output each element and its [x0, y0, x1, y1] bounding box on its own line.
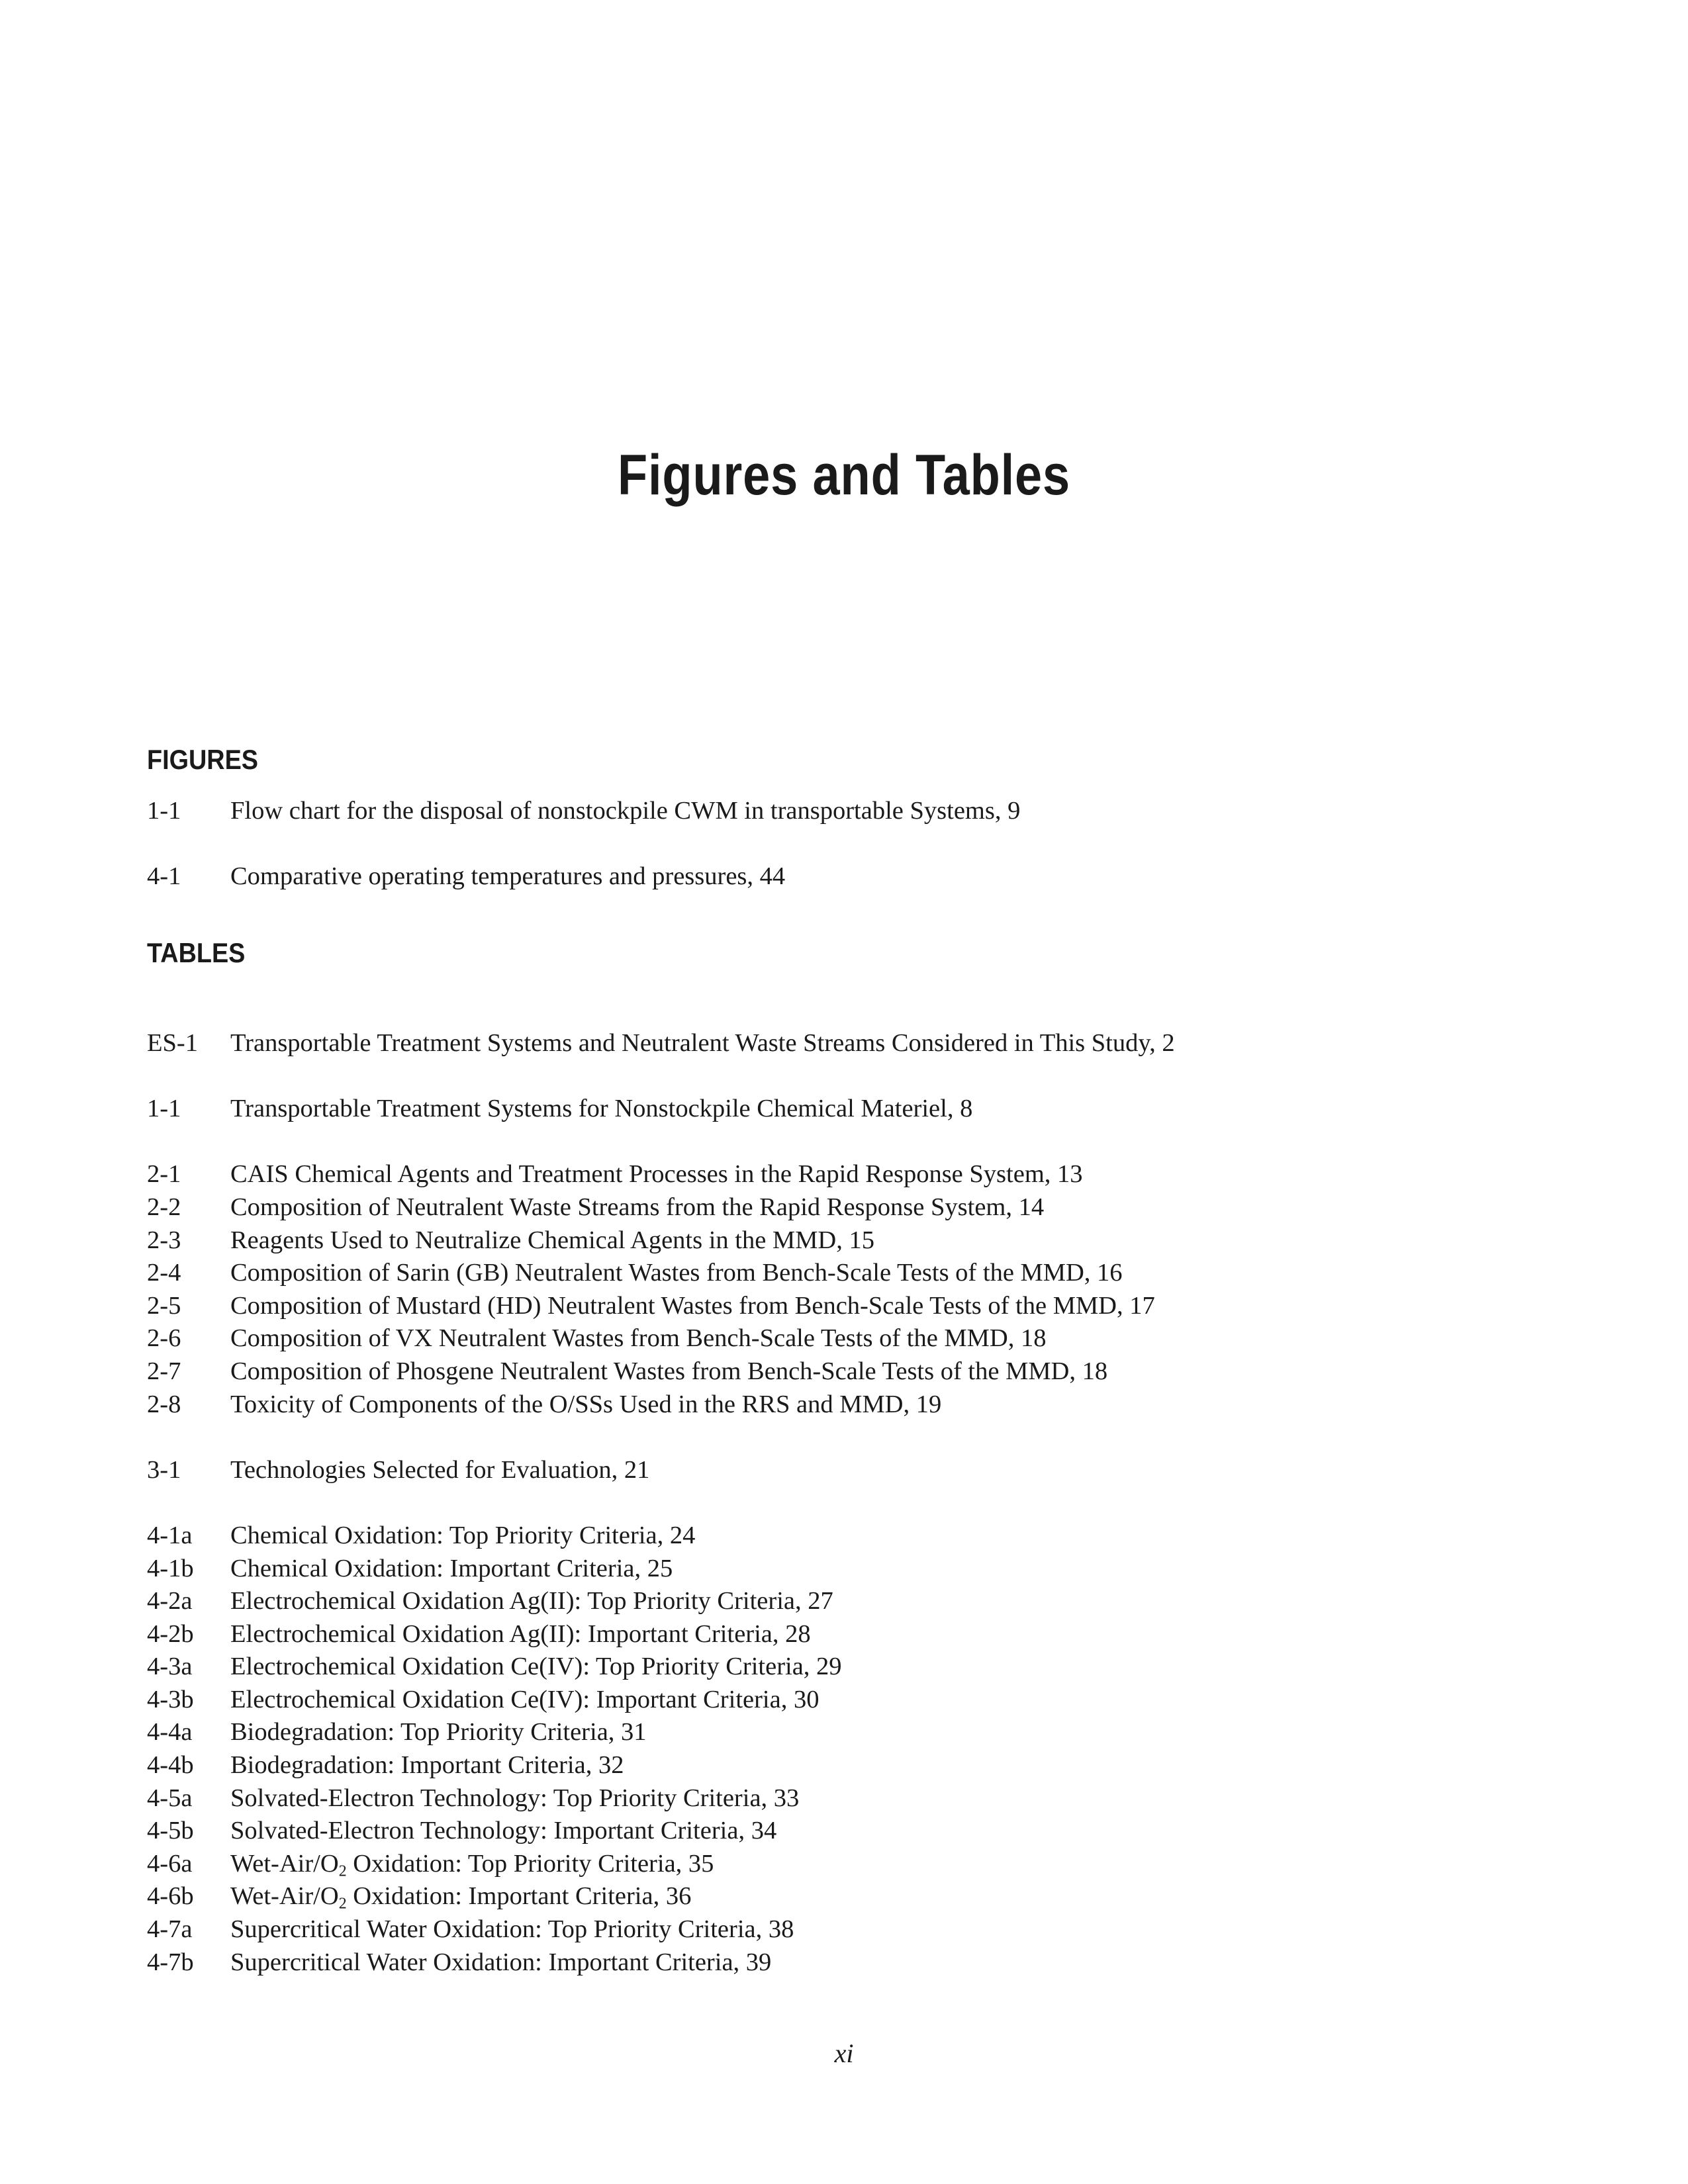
entry-number: 2-1 [147, 1160, 181, 1189]
entry-number: 4-5a [147, 1784, 193, 1812]
tables-heading: TABLES [147, 937, 246, 968]
entry-text: Biodegradation: Important Criteria, 32 [230, 1751, 624, 1780]
entry-number: 4-1 [147, 862, 181, 891]
entry-text: Composition of Mustard (HD) Neutralent Wastes from Bench-Scale Tests of the MMD, 17 [230, 1291, 1155, 1320]
entry-text: Supercritical Water Oxidation: Top Priority Criteria, 38 [230, 1915, 794, 1944]
entry-text [230, 1848, 714, 1881]
entry-number: 4-3b [147, 1685, 194, 1713]
subscript: 2 [338, 1895, 347, 1913]
entry-text: Technologies Selected for Evaluation, 21 [230, 1455, 650, 1484]
page-number: xi [834, 2038, 854, 2068]
entry-text [230, 1880, 691, 1913]
list-item [147, 1880, 1537, 1913]
entry-number: 2-8 [147, 1390, 181, 1418]
entry-text-suffix: Oxidation: Important Criteria, 36 [346, 1882, 692, 1911]
entry-text: Composition of Phosgene Neutralent Wastes from Bench-Scale Tests of the MMD, 18 [230, 1357, 1108, 1385]
list-item [147, 1257, 1537, 1290]
entry-number: 4-4a [147, 1718, 193, 1747]
entry-text: Biodegradation: Top Priority Criteria, 31 [230, 1718, 647, 1747]
entry-text: Electrochemical Oxidation Ag(II): Top Priority Criteria, 27 [230, 1587, 833, 1615]
entry-text-prefix: Wet-Air/O [230, 1849, 339, 1878]
entry-text: Electrochemical Oxidation Ag(II): Important Criteria, 28 [230, 1619, 811, 1648]
list-item [147, 1946, 1537, 1979]
tables-heading-block [147, 936, 1537, 970]
page-title: Figures and Tables [617, 443, 1070, 507]
entry-text: Transportable Treatment Systems and Neutralent Waste Streams Considered in This Study, 2 [230, 1029, 1175, 1057]
list-item [147, 1027, 1537, 1060]
entry-text: Comparative operating temperatures and pressures, 44 [230, 862, 786, 891]
entry-number: 4-6a [147, 1849, 193, 1878]
list-item [147, 1388, 1537, 1422]
list-item [147, 1913, 1537, 1946]
list-item [147, 1553, 1537, 1586]
list-item [147, 1520, 1537, 1553]
entry-text: Transportable Treatment Systems for Nonstockpile Chemical Materiel, 8 [230, 1095, 973, 1123]
entry-number: 2-2 [147, 1193, 181, 1221]
entry-number: 4-1a [147, 1521, 193, 1549]
entry-text: Solvated-Electron Technology: Top Priority Criteria, 33 [230, 1784, 800, 1812]
list-item [147, 1093, 1537, 1126]
entry-number: 1-1 [147, 1095, 181, 1123]
entry-number: 3-1 [147, 1455, 181, 1484]
entry-text: Toxicity of Components of the O/SSs Used in the RRS and MMD, 19 [230, 1390, 942, 1418]
entry-number: 4-1b [147, 1554, 194, 1582]
entry-number: 4-3a [147, 1653, 193, 1681]
entry-text: Electrochemical Oxidation Ce(IV): Important Criteria, 30 [230, 1685, 820, 1713]
entry-text: Electrochemical Oxidation Ce(IV): Top Priority Criteria, 29 [230, 1653, 842, 1681]
entry-number: 2-4 [147, 1259, 181, 1287]
entry-text: Chemical Oxidation: Important Criteria, 25 [230, 1554, 673, 1582]
list-item [147, 1848, 1537, 1881]
entry-number: 4-6b [147, 1882, 194, 1911]
list-item [147, 1618, 1537, 1651]
list-item [147, 1290, 1537, 1323]
list-item [147, 1355, 1537, 1388]
entry-number: 1-1 [147, 797, 181, 825]
entry-number: 2-7 [147, 1357, 181, 1385]
list-item [147, 1224, 1537, 1257]
list-item [147, 1782, 1537, 1815]
list-item [147, 1749, 1537, 1782]
entry-text: Composition of VX Neutralent Wastes from Bench-Scale Tests of the MMD, 18 [230, 1324, 1047, 1353]
list-item [147, 1158, 1537, 1191]
entry-number: 4-5b [147, 1817, 194, 1845]
figures-heading: FIGURES [147, 744, 259, 775]
entry-text: Composition of Sarin (GB) Neutralent Wastes from Bench-Scale Tests of the MMD, 16 [230, 1259, 1123, 1287]
subscript: 2 [338, 1862, 347, 1880]
entry-number: 4-2b [147, 1619, 194, 1648]
figures-section [147, 743, 1537, 893]
entry-number: ES-1 [147, 1029, 198, 1057]
tables-section [147, 1027, 1537, 1979]
entry-text-suffix: Oxidation: Top Priority Criteria, 35 [346, 1849, 714, 1878]
entry-number: 4-2a [147, 1587, 193, 1615]
entry-text: CAIS Chemical Agents and Treatment Processes in the Rapid Response System, 13 [230, 1160, 1083, 1189]
list-item [147, 1322, 1537, 1355]
entry-number: 2-6 [147, 1324, 181, 1353]
entry-text: Chemical Oxidation: Top Priority Criteria, 24 [230, 1521, 696, 1549]
entry-text: Supercritical Water Oxidation: Important Criteria, 39 [230, 1948, 772, 1976]
entry-text: Flow chart for the disposal of nonstockpile CWM in transportable Systems, 9 [230, 797, 1021, 825]
list-item [147, 1815, 1537, 1848]
entry-text: Reagents Used to Neutralize Chemical Agents in the MMD, 15 [230, 1226, 874, 1254]
entry-number: 4-7b [147, 1948, 194, 1976]
entry-number: 4-7a [147, 1915, 193, 1944]
entry-text: Composition of Neutralent Waste Streams from the Rapid Response System, 14 [230, 1193, 1045, 1221]
entry-text: Solvated-Electron Technology: Important Criteria, 34 [230, 1817, 777, 1845]
list-item [147, 1191, 1537, 1224]
list-item [147, 795, 1537, 828]
list-item [147, 1651, 1537, 1684]
list-item [147, 860, 1537, 893]
entry-text-prefix: Wet-Air/O [230, 1882, 339, 1911]
list-item [147, 1684, 1537, 1717]
list-item [147, 1585, 1537, 1618]
entry-number: 4-4b [147, 1751, 194, 1780]
entry-number: 2-3 [147, 1226, 181, 1254]
entry-number: 2-5 [147, 1291, 181, 1320]
list-item [147, 1716, 1537, 1749]
list-item [147, 1454, 1537, 1487]
